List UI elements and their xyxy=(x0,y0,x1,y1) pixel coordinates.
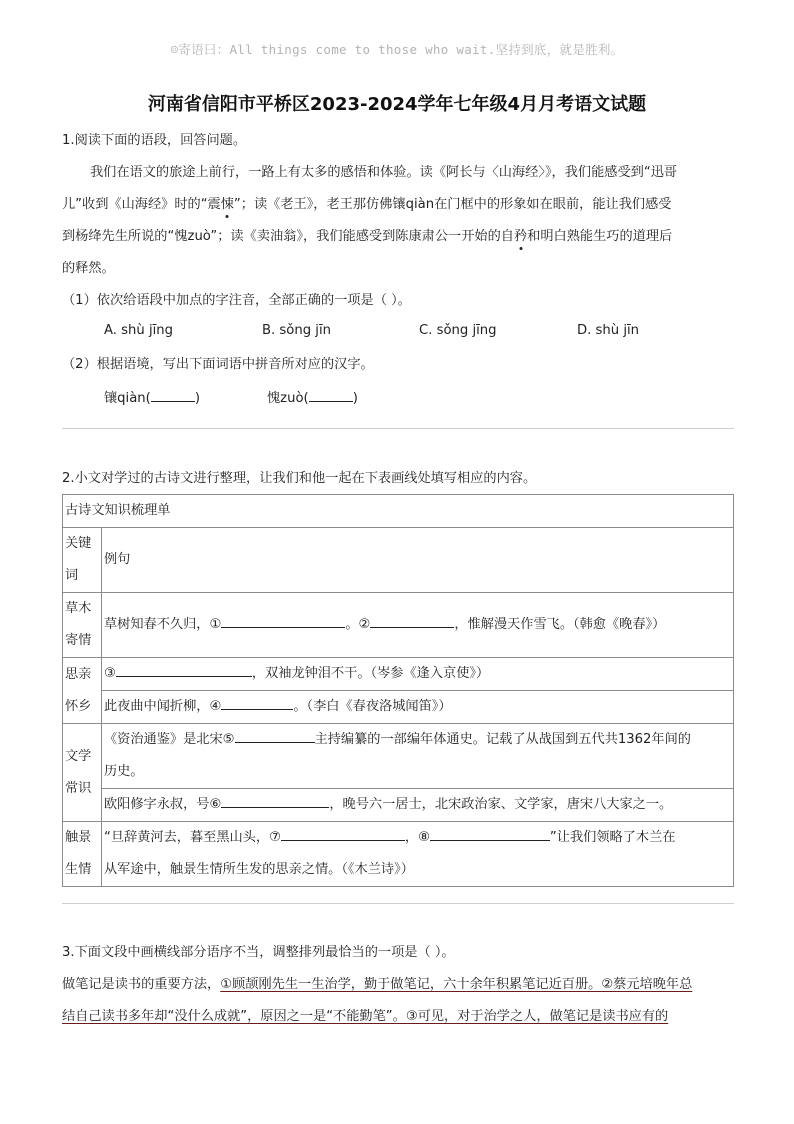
q1-passage-line4: 的释然。 xyxy=(62,261,115,276)
q1-stem: 1.阅读下面的语段，回答问题。 xyxy=(62,133,247,148)
q1-sub2-stem: （2）根据语境，写出下面词语中拼音所对应的汉字。 xyxy=(62,357,374,372)
q2-stem: 2.小文对学过的古诗文进行整理，让我们和他一起在下表画线处填写相应的内容。 xyxy=(62,471,537,486)
fill-item-2: 愧zuò( ) xyxy=(267,387,358,406)
row-key: 触景生情 xyxy=(63,822,102,887)
q3-stem: 3.下面文段中画横线部分语序不当，调整排列最恰当的一项是（ ）。 xyxy=(62,945,455,960)
answer-blank[interactable] xyxy=(221,613,345,628)
option-a[interactable]: A. shù jīng xyxy=(104,323,174,338)
underlined-text: ①顾颉刚先生一生治学，勤于做笔记，六十余年积累笔记近百册。②蔡元培晚年总 xyxy=(220,977,693,992)
table-cell: “旦辞黄河去，暮至黑山头，⑦ ，⑧ ”让我们领略了木兰在 从军途中，触景生情所生发的思亲之情。（《木兰诗》） xyxy=(102,822,734,887)
row-key: 文学常识 xyxy=(63,724,102,822)
q3-passage-line1: 做笔记是读书的重要方法，①顾颉刚先生一生治学，勤于做笔记，六十余年积累笔记近百册。②蔡元培晚年总 xyxy=(62,977,693,992)
dotted-char: 矜 xyxy=(513,229,528,244)
option-d[interactable]: D. shù jīn xyxy=(577,323,640,338)
header-key: 关键词 xyxy=(63,528,102,593)
section-divider xyxy=(62,903,734,904)
answer-blank[interactable] xyxy=(221,695,293,710)
answer-blank[interactable] xyxy=(151,387,195,402)
option-b[interactable]: B. sǒng jīn xyxy=(262,323,331,338)
dotted-char: 悚 xyxy=(220,197,234,212)
underlined-text: 结自己读书多年却“没什么成就”，原因之一是“不能勤笔”。③可见，对于治学之人，做笔记是读书应有的 xyxy=(62,1009,669,1024)
table-cell: 此夜曲中闻折柳，④ 。（李白《春夜洛城闻笛》） xyxy=(102,691,734,724)
table-cell: 欧阳修字永叔，号⑥ ，晚号六一居士，北宋政治家、文学家，唐宋八大家之一。 xyxy=(102,789,734,822)
q1-passage-line3: 到杨绛先生所说的“愧zuò”；读《卖油翁》，我们能感受到陈康肃公一开始的自矜和明白熟能生巧的道理后 xyxy=(62,229,673,244)
row-key: 思亲怀乡 xyxy=(63,658,102,724)
q3-passage-line2 xyxy=(62,1000,734,1033)
table-cell: 《资治通鉴》是北宋⑤ 主持编纂的一部编年体通史。记载了从战国到五代共1362年间的 历史。 xyxy=(102,724,734,789)
table-cell: 草树知春不久归，① 。② ，惟解漫天作雪飞。（韩愈《晚春》） xyxy=(102,593,734,658)
answer-blank[interactable] xyxy=(370,613,454,628)
answer-blank[interactable] xyxy=(116,662,252,677)
option-c[interactable]: C. sǒng jīng xyxy=(419,323,497,338)
watermark: ☺寄语曰：All things come to those who wait.坚持到底，就是胜利。 xyxy=(170,42,624,57)
answer-blank[interactable] xyxy=(309,387,353,402)
table-title: 古诗文知识梳理单 xyxy=(63,495,734,528)
q1-passage-line1: 我们在语文的旅途上前行，一路上有太多的感悟和体验。读《阿长与〈山海经〉》，我们能感受到“迅哥 xyxy=(90,165,678,180)
answer-blank[interactable] xyxy=(430,826,550,841)
answer-blank[interactable] xyxy=(235,728,315,743)
knowledge-table xyxy=(62,494,734,887)
row-key: 草木寄情 xyxy=(63,593,102,658)
section-divider xyxy=(62,428,734,429)
answer-blank[interactable] xyxy=(221,793,329,808)
q1-passage-line2: 儿”收到《山海经》时的“震悚”；读《老王》，老王那仿佛镶qiàn在门框中的形象如在眼前，能让我们感受 xyxy=(62,197,672,212)
fill-item-1: 镶qiàn( ) xyxy=(104,387,200,406)
q1-sub1-stem: （1）依次给语段中加点的字注音，全部正确的一项是（ ）。 xyxy=(62,293,411,308)
answer-blank[interactable] xyxy=(281,826,405,841)
header-example: 例句 xyxy=(102,528,734,593)
page-title: 河南省信阳市平桥区2023-2024学年七年级4月月考语文试题 xyxy=(147,94,647,115)
table-cell: ③ ，双袖龙钟泪不干。（岑参《逢入京使》） xyxy=(102,658,734,691)
